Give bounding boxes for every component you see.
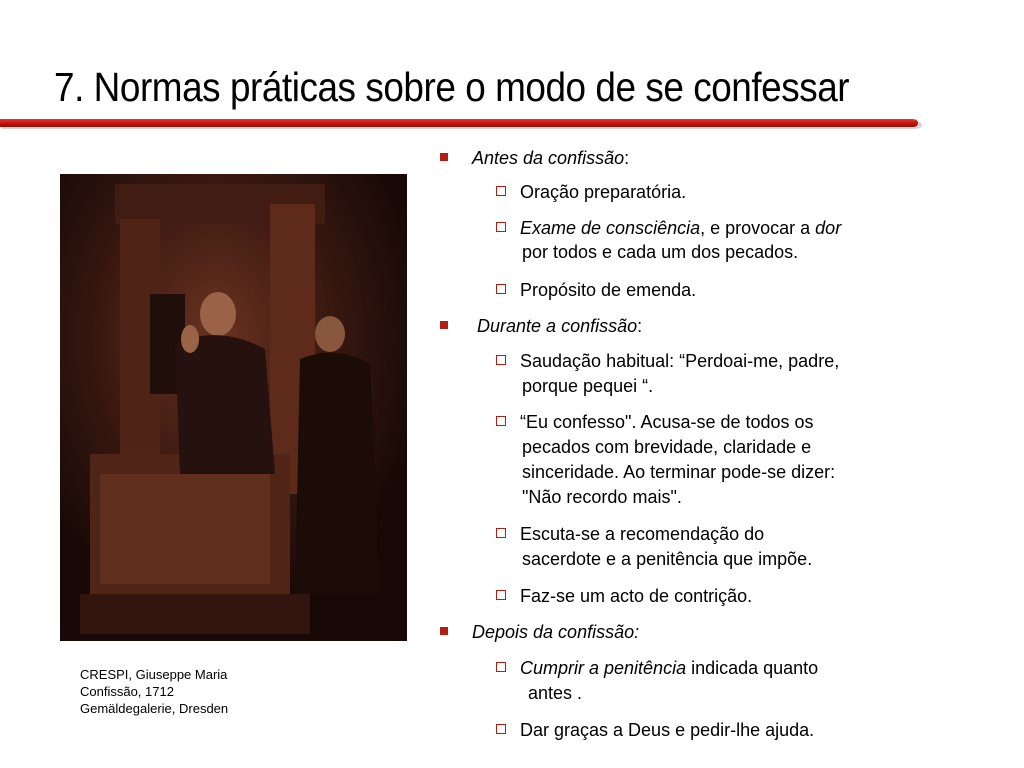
caption-title-date: Confissão, 1712 [80, 684, 174, 699]
hollow-square-bullet-icon [496, 355, 506, 365]
list-item: “Eu confesso". Acusa-se de todos os [496, 410, 814, 434]
hollow-square-bullet-icon [496, 662, 506, 672]
list-item: Cumprir a penitência indicada quanto [496, 656, 818, 680]
heading-durante: Durante a confissão [477, 316, 638, 336]
list-item-continuation: antes . [528, 683, 583, 703]
list-item-continuation: "Não recordo mais". [522, 487, 682, 507]
list-item: Dar graças a Deus e pedir-lhe ajuda. [496, 718, 814, 742]
list-item-continuation: pecados com brevidade, claridade e [522, 437, 812, 457]
slide-title: 7. Normas práticas sobre o modo de se confessar [54, 64, 850, 110]
list-item-continuation: porque pequei “. [522, 376, 654, 396]
painting-confession [60, 174, 407, 641]
hollow-square-bullet-icon [496, 590, 506, 600]
hollow-square-bullet-icon [496, 222, 506, 232]
list-item: Escuta-se a recomendação do [496, 522, 764, 546]
hollow-square-bullet-icon [496, 528, 506, 538]
list-item-continuation: sacerdote e a penitência que impõe. [522, 549, 813, 569]
list-item: Saudação habitual: “Perdoai-me, padre, [496, 349, 839, 373]
list-item: Faz-se um acto de contrição. [496, 584, 752, 608]
hollow-square-bullet-icon [496, 416, 506, 426]
square-bullet-icon [440, 321, 448, 329]
list-item: Exame de consciência, e provocar a dor [496, 216, 841, 240]
caption-artist: CRESPI, Giuseppe Maria [80, 667, 228, 682]
heading-depois: Depois da confissão: [472, 622, 640, 642]
hollow-square-bullet-icon [496, 724, 506, 734]
square-bullet-icon [440, 627, 448, 635]
square-bullet-icon [440, 153, 448, 161]
list-item: Oração preparatória. [496, 180, 686, 204]
heading-antes: Antes da confissão [472, 148, 625, 168]
list-item-continuation: sinceridade. Ao terminar pode-se dizer: [522, 462, 836, 482]
list-item-continuation: por todos e cada um dos pecados. [522, 242, 799, 262]
list-item: Propósito de emenda. [496, 278, 696, 302]
caption-museum: Gemäldegalerie, Dresden [80, 701, 229, 716]
section-antes: Antes da confissão: [440, 146, 629, 170]
hollow-square-bullet-icon [496, 284, 506, 294]
section-depois [440, 620, 639, 644]
painting-caption [80, 666, 228, 717]
section-durante: Durante a confissão: [440, 314, 642, 338]
title-underline [0, 118, 922, 130]
hollow-square-bullet-icon [496, 186, 506, 196]
